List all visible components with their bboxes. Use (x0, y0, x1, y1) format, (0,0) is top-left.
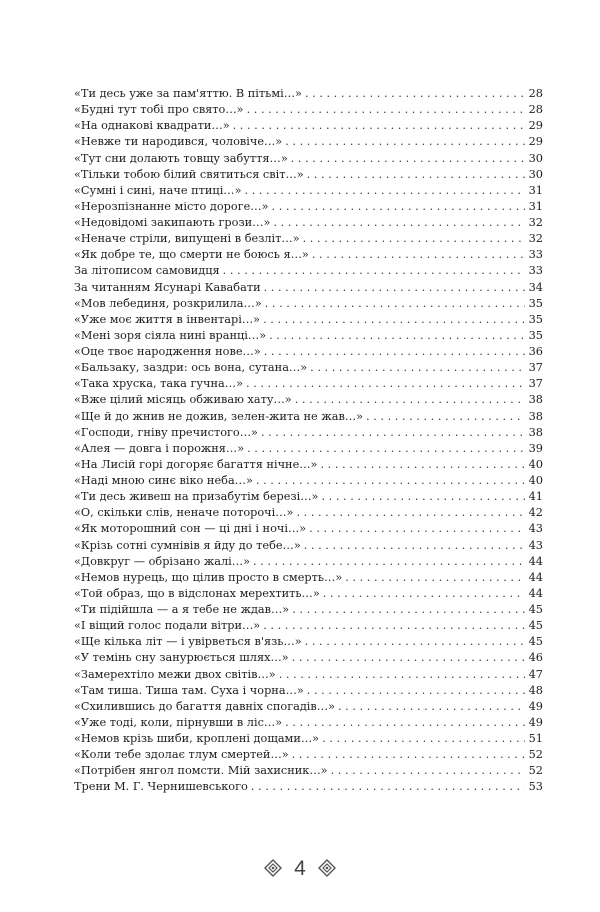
toc-entry-title: «Наді мною синє віко неба…» (74, 474, 253, 487)
dot-leader (305, 86, 525, 102)
toc-entry-title: «Як добре те, що смерти не боюсь я…» (74, 248, 309, 262)
toc-entry (74, 425, 543, 441)
toc-entry-page: 30 (528, 167, 543, 181)
toc-entry (74, 296, 543, 312)
toc-entry-title: «Недовідомі закипають грози…» (74, 216, 271, 229)
dot-leader (292, 602, 524, 618)
toc-entry-page: 31 (528, 183, 543, 197)
toc-entry (74, 328, 543, 344)
toc-entry-page: 30 (528, 151, 543, 165)
toc-entry (74, 538, 543, 554)
toc-entry-title: «Тут сни долають товщу забуття…» (74, 151, 288, 165)
dot-leader (309, 521, 524, 537)
toc-entry-page: 33 (528, 248, 543, 262)
toc-entry-title: «Ти десь уже за пам'яттю. В пітьмі…» (74, 87, 302, 100)
toc-entry-title: «Уже тоді, коли, пірнувши в ліс…» (74, 715, 283, 729)
toc-entry (74, 570, 543, 586)
toc-entry-title: «Господи, гніву пречистого…» (74, 425, 258, 439)
dot-leader (296, 505, 524, 521)
toc-entry-title: «Потрібен янгол помсти. Мій захисник…» (74, 764, 328, 778)
toc-entry-page: 40 (528, 457, 543, 471)
toc-entry (74, 779, 543, 795)
toc-entry-title: «Ти десь живеш на призабутім березі…» (74, 490, 319, 504)
page-footer (0, 850, 600, 886)
toc-entry-page: 35 (528, 296, 543, 310)
toc-entry-page: 45 (528, 619, 543, 633)
toc-entry-title: «О, скільки слів, неначе поторочі…» (74, 506, 294, 520)
toc-entry-title: «Тільки тобою білий святиться світ…» (74, 167, 304, 181)
dot-leader (265, 296, 525, 312)
toc-entry (74, 183, 543, 199)
toc-entry-title: «Уже моє життя в інвентарі…» (74, 312, 261, 326)
dot-leader (223, 263, 525, 279)
toc-entry-page: 28 (528, 103, 543, 117)
toc-entry-page: 52 (528, 764, 543, 778)
toc-entry-page: 28 (528, 87, 543, 100)
page-number: 4 (294, 856, 306, 880)
toc-entry-title: «Будні тут тобі про свято…» (74, 103, 244, 117)
toc-entry-page: 35 (528, 328, 543, 342)
toc-entry (74, 554, 543, 570)
toc-entry (74, 586, 543, 602)
dot-leader (264, 280, 525, 296)
toc-entry (74, 634, 543, 650)
toc-entry-title: «Крізь сотні сумнівів я йду до тебе…» (74, 538, 301, 552)
toc-entry-page: 37 (528, 361, 543, 375)
toc-entry-page: 43 (528, 538, 543, 552)
dot-leader (233, 118, 525, 134)
toc-entry-title: «Мов лебединя, розкрилила…» (74, 296, 262, 310)
dot-leader (263, 618, 524, 634)
toc-entry (74, 747, 543, 763)
toc-entry (74, 215, 543, 231)
toc-entry-page: 44 (528, 570, 543, 584)
toc-entry (74, 457, 543, 473)
dot-leader (307, 167, 525, 183)
dot-leader (273, 215, 524, 231)
toc-entry-title: «Той образ, що в відслонах мерехтить…» (74, 586, 320, 600)
dot-leader (331, 763, 525, 779)
dot-leader (321, 489, 524, 505)
toc-entry-title: «Сумні і сині, наче птиці…» (74, 183, 242, 197)
toc-entry-page: 35 (528, 312, 543, 326)
toc-entry-title: «Алея — довга і порожня…» (74, 441, 245, 455)
dot-leader (345, 570, 524, 586)
toc-entry-page: 44 (528, 586, 543, 600)
toc-entry (74, 602, 543, 618)
dot-leader (285, 134, 524, 150)
toc-entry-page: 45 (528, 603, 543, 616)
toc-entry (74, 683, 543, 699)
toc-entry-page: 36 (528, 345, 543, 358)
toc-entry (74, 118, 543, 134)
dot-leader (366, 409, 525, 425)
dot-leader (307, 683, 525, 699)
toc-entry-page: 34 (528, 280, 543, 294)
dot-leader (295, 392, 525, 408)
toc-entry (74, 263, 543, 279)
dot-leader (247, 441, 525, 457)
toc-entry-title: «Коли тебе здолає тлум смертей…» (74, 748, 289, 762)
toc-entry (74, 505, 543, 521)
toc-entry-title: «Невже ти народився, чоловіче…» (74, 135, 283, 149)
toc-entry-title: «Довкруг — обрізано жалі…» (74, 554, 250, 568)
toc-entry (74, 618, 543, 634)
toc-entry-page: 43 (528, 522, 543, 536)
toc-entry-page: 32 (528, 232, 543, 246)
toc-entry-page: 33 (528, 264, 543, 278)
toc-entry (74, 392, 543, 408)
dot-leader (312, 247, 525, 263)
dot-leader (322, 731, 525, 747)
toc-entry (74, 441, 543, 457)
toc-entry-title: Трени М. Г. Чернишевського (74, 780, 248, 794)
toc-entry-title: «На однакові квадрати…» (74, 119, 230, 133)
toc-entry-title: «Замерехтіло межи двох світів…» (74, 667, 276, 681)
toc-entry (74, 134, 543, 150)
toc-entry-title: «Оце твоє народження нове…» (74, 345, 261, 358)
toc-entry (74, 360, 543, 376)
dot-leader (246, 376, 525, 392)
toc-entry (74, 231, 543, 247)
dot-leader (245, 183, 525, 199)
toc-entry-page: 44 (528, 554, 543, 568)
toc-entry (74, 489, 543, 505)
toc-entry-page: 39 (528, 441, 543, 455)
toc-entry-page: 29 (528, 135, 543, 149)
toc-entry-page: 51 (528, 732, 543, 745)
toc-entry-title: «Бальзаку, заздри: ось вона, сутана…» (74, 361, 308, 375)
toc-entry (74, 312, 543, 328)
toc-entry-page: 48 (528, 683, 543, 697)
toc-entry (74, 102, 543, 118)
toc-entry-page: 38 (528, 425, 543, 439)
toc-entry-title: «У темінь сну занурюється шлях…» (74, 651, 289, 665)
toc-entry-title: «Немов крізь шиби, кроплені дощами…» (74, 732, 320, 745)
toc-entry-title: За літописом самовидця (74, 264, 220, 278)
toc-entry (74, 280, 543, 296)
dot-leader (251, 779, 525, 795)
toc-entry (74, 473, 543, 489)
toc-entry-page: 49 (528, 699, 543, 713)
toc-entry-title: «І віщий голос подали вітри…» (74, 619, 261, 633)
toc-entry-page: 42 (528, 506, 543, 520)
dot-leader (304, 538, 525, 554)
dot-leader (269, 328, 525, 344)
toc-entry-page: 46 (528, 651, 543, 665)
toc-entry-title: За читанням Ясунарі Кавабати (74, 280, 261, 294)
toc-entry-title: «Ще кілька літ — і увірветься в'язь…» (74, 635, 302, 649)
toc-entry (74, 247, 543, 263)
dot-leader (323, 586, 525, 602)
dot-leader (291, 151, 525, 167)
toc-entry-page: 52 (528, 748, 543, 762)
toc-entry-title: «На Лисій горі догоряє багаття нічне…» (74, 457, 318, 471)
toc-entry (74, 650, 543, 666)
table-of-contents (74, 86, 543, 796)
dot-leader (263, 312, 525, 328)
dot-leader (272, 199, 525, 215)
toc-entry (74, 763, 543, 779)
diamond-ornament-icon (318, 859, 336, 877)
toc-entry-title: «Неначе стріли, випущені в безліт…» (74, 232, 300, 246)
dot-leader (279, 667, 525, 683)
toc-entry-title: «Схилившись до багаття давніх спогадів…» (74, 699, 335, 713)
dot-leader (292, 650, 525, 666)
dot-leader (292, 747, 525, 763)
dot-leader (247, 102, 525, 118)
toc-entry (74, 667, 543, 683)
toc-entry-page: 40 (528, 474, 543, 487)
toc-entry (74, 699, 543, 715)
toc-entry-page: 53 (528, 780, 543, 794)
toc-entry-title: «Як моторошний сон — ці дні і ночі…» (74, 522, 307, 536)
dot-leader (338, 699, 525, 715)
toc-entry-page: 49 (528, 715, 543, 729)
dot-leader (264, 344, 525, 360)
toc-entry-title: «Нерозпізнанне місто дороге…» (74, 199, 269, 213)
toc-entry (74, 167, 543, 183)
toc-entry-page: 38 (528, 393, 543, 407)
toc-entry-title: «Там тиша. Тиша там. Суха і чорна…» (74, 683, 304, 697)
toc-entry-title: «Вже цілий місяць обживаю хату…» (74, 393, 292, 407)
toc-entry-title: «Така хруска, така гучна…» (74, 377, 244, 391)
toc-entry (74, 409, 543, 425)
toc-entry-page: 45 (528, 635, 543, 649)
toc-entry-page: 32 (528, 216, 543, 229)
dot-leader (253, 554, 525, 570)
toc-entry-page: 37 (528, 377, 543, 391)
dot-leader (285, 715, 525, 731)
dot-leader (310, 360, 524, 376)
toc-entry (74, 376, 543, 392)
toc-entry-title: «Немов нурець, що цілив просто в смерть…» (74, 570, 343, 584)
dot-leader (320, 457, 524, 473)
toc-entry (74, 344, 543, 360)
toc-entry (74, 521, 543, 537)
dot-leader (303, 231, 525, 247)
toc-entry-title: «Мені зоря сіяла нині вранці…» (74, 328, 267, 342)
toc-entry (74, 199, 543, 215)
toc-entry (74, 151, 543, 167)
toc-entry-title: «Ще й до жнив не дожив, зелен-жита не жав…» (74, 409, 364, 423)
toc-entry-page: 47 (528, 667, 543, 681)
toc-entry-page: 31 (528, 199, 543, 213)
diamond-ornament-icon (264, 859, 282, 877)
dot-leader (261, 425, 525, 441)
toc-entry-page: 41 (528, 490, 543, 504)
dot-leader (305, 634, 525, 650)
toc-entry (74, 715, 543, 731)
toc-entry (74, 86, 543, 102)
toc-entry-page: 38 (528, 409, 543, 423)
toc-entry-page: 29 (528, 119, 543, 133)
dot-leader (256, 473, 525, 489)
toc-entry-title: «Ти підійшла — а я тебе не ждав…» (74, 603, 290, 616)
toc-entry (74, 731, 543, 747)
